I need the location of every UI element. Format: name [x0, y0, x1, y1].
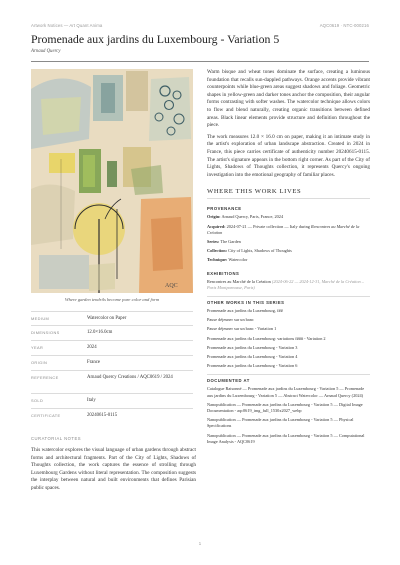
exhibition-link[interactable]: Rencontres au Marché de la Création	[207, 278, 271, 284]
meta-row-dimensions	[31, 325, 193, 340]
meta-label: MEDIUM	[31, 316, 50, 321]
artwork-image	[31, 69, 193, 293]
provenance-heading: PROVENANCE	[207, 206, 242, 212]
description-paragraph: Warm bisque and wheat tones dominate the surface, creating a luminous foundation that recalls sun-dappled pathways. Orange accents provide vibrant counterpoints while blue-green areas suggest shadows and foliage. Geometric shapes in yellow-green and darker tones anchor the composition, their angular forms contrasting with softer washes. The watercolor technique allows colors to flow and blend naturally, creating organic transitions between defined areas. Black linear elements provide structure and definition throughout the piece.	[207, 69, 370, 129]
provenance-technique: Technique: Watercolor	[207, 257, 248, 263]
meta-row-year	[31, 340, 193, 355]
provenance-collection: Collection: City of Lights, Shadows of Thoughts	[207, 248, 292, 254]
header-bar	[31, 23, 369, 28]
description-paragraph: The work measures 12.0 × 16.0 cm on paper, making it an intimate study in the artist's exploration of urban landscape abstraction. Created in 2024 in France, this piece carries certificate of authenticity number 20240615-0115. The artist's signature appears in the bottom right corner. As part of the City of Lights, Shadows of Thoughts collection, it represents Quercy's ongoing investigation into the emotional geography of familiar places.	[207, 133, 370, 178]
provenance-series: Series: The Garden	[207, 238, 241, 244]
section-divider	[207, 296, 370, 297]
meta-row-origin	[31, 355, 193, 370]
series-work-link[interactable]: Promenade aux jardins du Luxembourg: variations f### - Variation 2	[207, 335, 326, 341]
meta-value: 20240615-0115	[87, 413, 118, 418]
meta-label: DIMENSIONS	[31, 330, 60, 335]
series-work-link[interactable]: Promenade aux jardins du Luxembourg - Variation 4	[207, 353, 298, 359]
meta-label: YEAR	[31, 345, 44, 350]
meta-value: Arnaud Quercy Creations / AQC0619 / 2024	[87, 375, 173, 380]
meta-label: CERTIFICATE	[31, 413, 61, 418]
where-heading: WHERE THIS WORK LIVES	[207, 188, 302, 196]
series-work-link[interactable]: Pause déjeuner sur un banc	[207, 317, 254, 323]
section-divider	[207, 198, 370, 199]
documented-link[interactable]: Nanopublication — Promenade aux jardins du Luxembourg - Variation 5 — Computational Image Analysis - AQC0619	[207, 432, 365, 444]
meta-row-sold	[31, 393, 193, 408]
section-divider	[207, 374, 370, 375]
series-work-link[interactable]: Promenade aux jardins du Luxembourg - Variation 6	[207, 363, 298, 369]
provenance-acquired: Acquired: 2024-07-21 — Private collection — Italy during Rencontres au Marché de la Création	[207, 223, 360, 235]
description-column	[207, 69, 370, 445]
breadcrumb[interactable]: Artwork Notices — Art Quant Anima	[31, 23, 103, 28]
meta-value: Watercolor on Paper	[87, 316, 127, 321]
meta-label: REFERENCE	[31, 375, 59, 380]
meta-row-certificate	[31, 408, 193, 423]
exhibition-entry: Rencontres au Marché de la Création (2024-06-22 — 2024-12-31, Marché de la Création – Paris Montparnasse, Paris)	[207, 278, 364, 290]
provenance-origin: Origin: Arnaud Quercy, Paris, France, 2024	[207, 214, 284, 220]
curatorial-text: This watercolor explores the visual language of urban gardens through abstract forms and architectural fragments. Part of the City of Lights, Shadows of Thoughts collection, the work captures the essence of strolling through Luxembourg Gardens without literal representation. The composition suggests the interplay between natural and built environments that defines Parisian public spaces.	[31, 447, 196, 491]
documented-heading: DOCUMENTED AT	[207, 378, 250, 384]
documented-link[interactable]: Nanopublication — Promenade aux jardins du Luxembourg - Variation 5 — Physical Specifications	[207, 417, 354, 429]
documented-link[interactable]: Catalogue Raisonné — Promenade aux jardins du Luxembourg - Variation 5 — Promenade aux jardins du Luxembourg - Variation 5 — Abstract Watercolor — Arnaud Quercy (2024)	[207, 386, 365, 398]
series-work-link[interactable]: Pause déjeuner sur un banc - Variation 1	[207, 326, 277, 332]
meta-label: ORIGIN	[31, 360, 48, 365]
meta-label: SOLD	[31, 398, 44, 403]
artist-name: Arnaud Quercy	[31, 49, 61, 54]
series-heading: OTHER WORKS IN THIS SERIES	[207, 299, 285, 305]
meta-value: Italy	[87, 398, 96, 403]
meta-value: France	[87, 360, 101, 365]
meta-value: 2024	[87, 345, 97, 350]
header-divider	[31, 61, 369, 62]
exhibitions-heading: EXHIBITIONS	[207, 270, 240, 276]
image-caption: Where garden tendrils become pure color and form	[64, 297, 160, 302]
page-title: Promenade aux jardins du Luxembourg - Variation 5	[31, 32, 280, 46]
metadata-table	[31, 311, 193, 423]
meta-row-medium	[31, 311, 193, 325]
signature: AQC	[165, 283, 178, 289]
meta-row-reference	[31, 370, 193, 393]
page-number: 1	[198, 541, 202, 546]
series-work-link[interactable]: Promenade aux jardins du Luxembourg - Variation 3	[207, 344, 298, 350]
documented-link[interactable]: Nanopublication — Promenade aux jardins du Luxembourg - Variation 5 — Digital Image Documentation - aqc0619_img_full_1530x2027_webp	[207, 401, 363, 413]
reference-code: AQC0619 · NTC-000216	[319, 23, 369, 28]
curatorial-heading: CURATORIAL NOTES	[31, 436, 82, 441]
series-work-link[interactable]: Promenade aux jardins du Luxembourg, f##	[207, 307, 283, 313]
meta-value: 12.0×16.0cm	[87, 330, 113, 335]
